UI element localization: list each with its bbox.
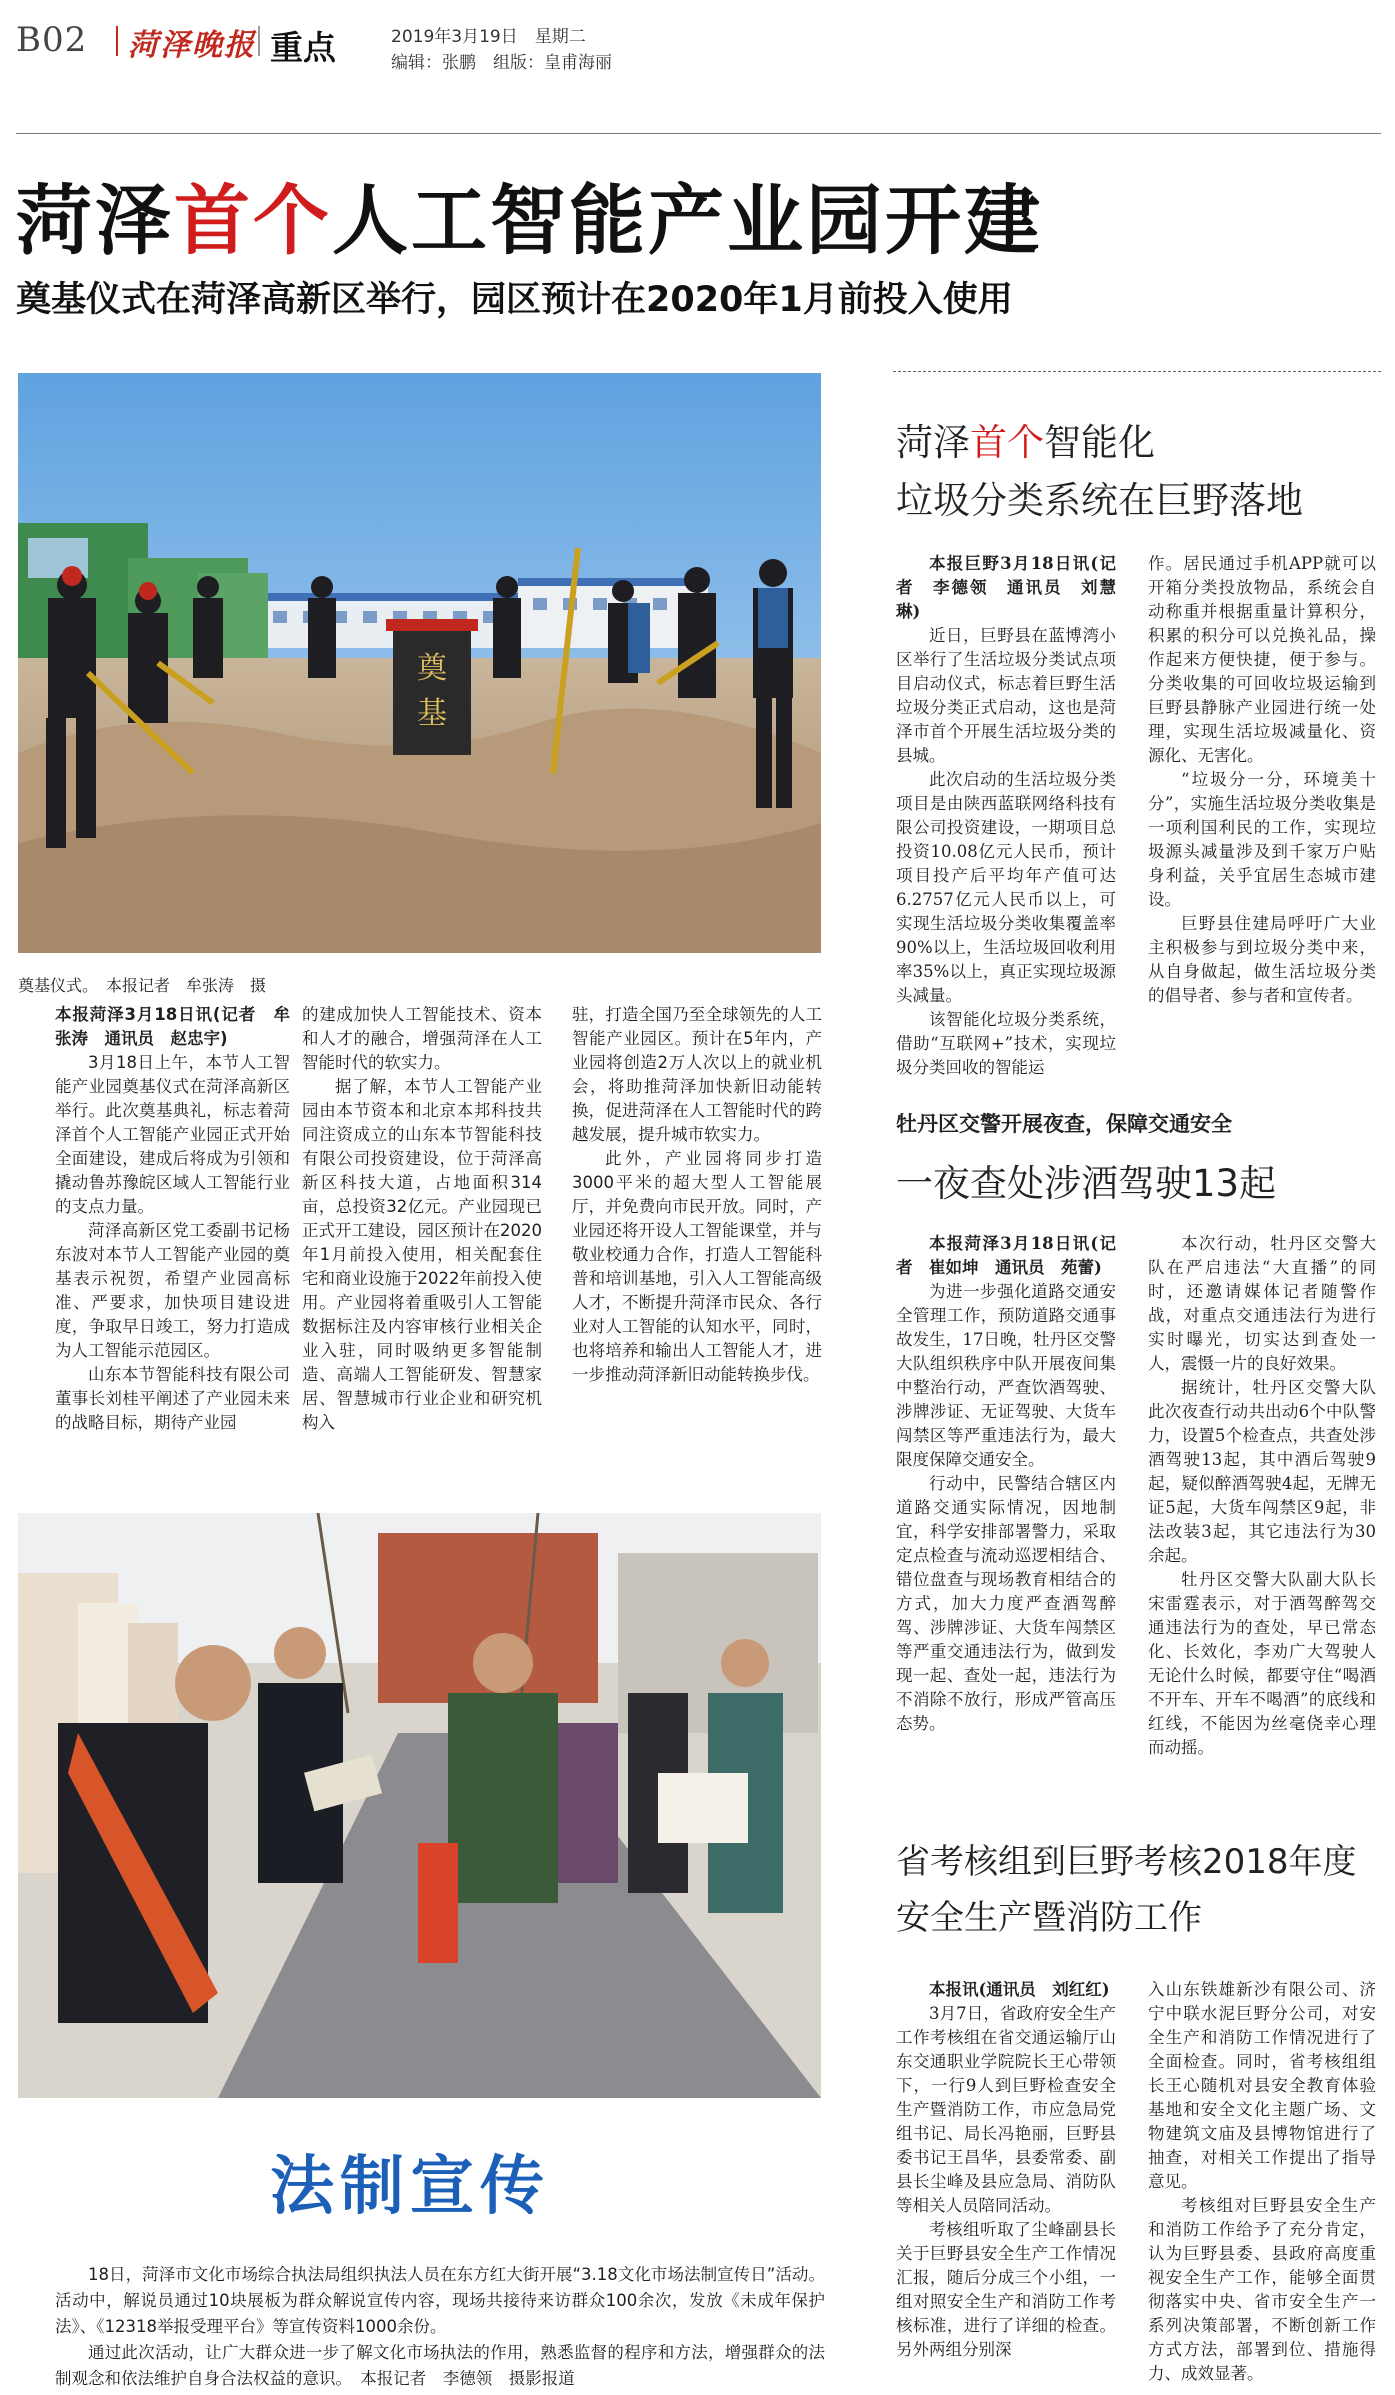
masthead-divider bbox=[258, 26, 260, 56]
groundbreaking-illustration bbox=[18, 373, 821, 953]
article-paragraph: “垃圾分一分，环境美十分”，实施生活垃圾分类收集是一项利国利民的工作，实现垃圾源头减量涉及到千家万户贴身利益，关乎宜居生态城市建设。 bbox=[1148, 770, 1376, 909]
article-paragraph: 考核组对巨野县安全生产和消防工作给予了充分肯定，认为巨野县委、县政府高度重视安全生产工作，能够全面贯彻落实中央、省市安全生产一系列决策部署，不断创新工作方式方法，部署到位、措施得力、成效显著。 bbox=[1148, 2196, 1376, 2383]
article-paragraph: 巨野县住建局呼吁广大业主积极参与到垃圾分类中来，从自身做起，做生活垃圾分类的倡导者、参与者和宣传者。 bbox=[1148, 914, 1376, 1005]
garbage-title-line2: 垃圾分类系统在巨野落地 bbox=[896, 479, 1303, 522]
traffic-subtitle: 牡丹区交警开展夜查，保障交通安全 bbox=[896, 1112, 1232, 1136]
article-paragraph: 为进一步强化道路交通安全管理工作，预防道路交通事故发生，17日晚，牡丹区交警大队组织秩序中队开展夜间集中整治行动，严查饮酒驾驶、涉牌涉证、无证驾驶、大货车闯禁区等严重违法行为，最大限度保障交通安全。 bbox=[896, 1282, 1116, 1469]
traffic-article-col-2 bbox=[1148, 1232, 1376, 1760]
editor-credit: 编辑：张鹏 组版：皇甫海丽 bbox=[391, 53, 612, 73]
masthead-divider bbox=[116, 26, 118, 56]
legal-campaign-illustration bbox=[18, 1513, 821, 2098]
article-paragraph: 此次启动的生活垃圾分类项目是由陕西蓝联网络科技有限公司投资建设，一期项目总投资10.08亿元人民币，预计项目投产后平均年产值可达6.2757亿元人民币以上，可实现生活垃圾分类收集覆盖率90%以上，生活垃圾回收利用率35%以上，真正实现垃圾源头减量。 bbox=[896, 770, 1116, 1005]
safety-title-line2: 安全生产暨消防工作 bbox=[896, 1898, 1202, 1938]
article-paragraph: 驻，打造全国乃至全球领先的人工智能产业园区。预计在5年内，产业园将创造2万人次以上的就业机会，将助推菏泽加快新旧动能转换，促进菏泽在人工智能时代的跨越发展，提升城市软实力。 bbox=[572, 1005, 822, 1144]
article-paragraph: 该智能化垃圾分类系统，借助“互联网+”技术，实现垃圾分类回收的智能运 bbox=[896, 1010, 1116, 1077]
traffic-title: 一夜查处涉酒驾驶13起 bbox=[896, 1162, 1277, 1205]
article-paragraph: 本次行动，牡丹区交警大队在严启违法“大直播”的同时，还邀请媒体记者随警作战，对重点交通违法行为进行实时曝光，切实达到查处一人，震慑一片的良好效果。 bbox=[1148, 1234, 1376, 1373]
garbage-article-col-2 bbox=[1148, 552, 1376, 1008]
garbage-title-line1: 菏泽首个智能化 bbox=[896, 421, 1155, 464]
safety-article-col-1 bbox=[896, 1978, 1116, 2362]
section-name: 重点 bbox=[270, 28, 336, 67]
article-paragraph: 的建成加快人工智能技术、资本和人才的融合，增强菏泽在人工智能时代的软实力。 bbox=[302, 1005, 542, 1072]
article-paragraph: 菏泽高新区党工委副书记杨东波对本节人工智能产业园的奠基表示祝贺，希望产业园高标准、严要求，加快项目建设进度，争取早日竣工，努力打造成为人工智能示范园区。 bbox=[55, 1221, 290, 1360]
garbage-article-col-1 bbox=[896, 552, 1116, 1080]
photo-caption: 奠基仪式。 本报记者 牟张涛 摄 bbox=[18, 976, 267, 995]
article-lead: 本报巨野3月18日讯(记者 李德领 通讯员 刘慧琳) bbox=[896, 554, 1116, 621]
page-number: B02 bbox=[16, 20, 88, 60]
article-paragraph: 近日，巨野县在蓝博湾小区举行了生活垃圾分类试点项目启动仪式，标志着巨野生活垃圾分类正式启动，这也是菏泽市首个开展生活垃圾分类的县城。 bbox=[896, 626, 1116, 765]
article-paragraph: 考核组听取了尘峰副县长关于巨野县安全生产工作情况汇报，随后分成三个小组，一组对照安全生产和消防工作考核标准，进行了详细的检查。另外两组分别深 bbox=[896, 2220, 1116, 2359]
right-column-rule bbox=[893, 371, 1381, 372]
stone-char-2: 基 bbox=[417, 696, 447, 731]
legal-campaign-title: 法制宣传 bbox=[270, 2150, 550, 2224]
safety-article-col-2 bbox=[1148, 1978, 1376, 2386]
article-paragraph: 据统计，牡丹区交警大队此次夜查行动共出动6个中队警力，设置5个检查点，共查处涉酒驾驶13起，其中酒后驾驶9起，疑似醉酒驾驶4起，无牌无证5起，大货车闯禁区9起，非法改装3起，其它违法行为30余起。 bbox=[1148, 1378, 1376, 1565]
article-paragraph: 3月7日，省政府安全生产工作考核组在省交通运输厅山东交通职业学院院长王心带领下，一行9人到巨野检查安全生产暨消防工作，市应急局党组书记、局长冯艳丽，巨野县委书记王昌华，县委常委、副县长尘峰及县应急局、消防队等相关人员陪同活动。 bbox=[896, 2004, 1116, 2215]
article-paragraph: 3月18日上午，本节人工智能产业园奠基仪式在菏泽高新区举行。此次奠基典礼，标志着菏泽首个人工智能产业园正式开始全面建设，建成后将成为引领和撬动鲁苏豫皖区域人工智能行业的支点力量。 bbox=[55, 1053, 290, 1216]
article-paragraph: 山东本节智能科技有限公司董事长刘桂平阐述了产业园未来的战略目标，期待产业园 bbox=[55, 1365, 290, 1432]
article-paragraph: 作。居民通过手机APP就可以开箱分类投放物品，系统会自动称重并根据重量计算积分，积累的积分可以兑换礼品，操作起来方便快捷，便于参与。分类收集的可回收垃圾运输到巨野县静脉产业园进行统一处理，实现生活垃圾减量化、资源化、无害化。 bbox=[1148, 554, 1376, 765]
article-paragraph: 行动中，民警结合辖区内道路交通实际情况，因地制宜，科学安排部署警力，采取定点检查与流动巡逻相结合、错位盘查与现场教育相结合的方式，加大力度严查酒驾醉驾、涉牌涉证、大货车闯禁区等严重交通违法行为，做到发现一起、查处一起，违法行为不消除不放行，形成严管高压态势。 bbox=[896, 1474, 1116, 1733]
article-paragraph: 此外，产业园将同步打造3000平米的超大型人工智能展厅，并免费向市民开放。同时，产业园还将开设人工智能课堂，并与敬业校通力合作，打造人工智能科普和培训基地，引入人工智能高级人才，不断提升菏泽市民众、各行业对人工智能的认知水平，同时，也将培养和输出人工智能人才，进一步推动菏泽新旧动能转换步伐。 bbox=[572, 1149, 822, 1384]
article-lead: 本报菏泽3月18日讯(记者 牟张涛 通讯员 赵忠宇) bbox=[55, 1005, 290, 1048]
legal-campaign-body bbox=[55, 2262, 825, 2392]
main-subheadline: 奠基仪式在菏泽高新区举行，园区预计在2020年1月前投入使用 bbox=[16, 280, 1013, 320]
ai-article-col-2 bbox=[302, 1003, 542, 1435]
ai-article-col-1 bbox=[55, 1003, 290, 1435]
article-paragraph: 18日，菏泽市文化市场综合执法局组织执法人员在东方红大街开展“3.18文化市场法制宣传日”活动。活动中，解说员通过10块展板为群众解说宣传内容，现场共接待来访群众100余次，发放《未成年保护法》、《12318举报受理平台》等宣传资料1000余份。 bbox=[55, 2265, 825, 2336]
main-headline: 菏泽首个人工智能产业园开建 bbox=[16, 176, 1043, 265]
article-lead: 本报讯(通讯员 刘红红) bbox=[929, 1980, 1110, 1999]
ai-article-col-3 bbox=[572, 1003, 822, 1387]
article-paragraph: 牡丹区交警大队副大队长宋雷霆表示，对于酒驾醉驾交通违法行为的查处，早已常态化、长效化，李劝广大驾驶人无论什么时候，都要守住“喝酒不开车、开车不喝酒”的底线和红线，不能因为丝毫侥幸心理而动摇。 bbox=[1148, 1570, 1376, 1757]
masthead-rule bbox=[16, 133, 1381, 134]
groundbreaking-photo bbox=[18, 373, 821, 953]
issue-date: 2019年3月19日 星期二 bbox=[391, 27, 586, 47]
legal-campaign-photo bbox=[18, 1513, 821, 2098]
masthead bbox=[16, 18, 1381, 78]
traffic-article-col-1 bbox=[896, 1232, 1116, 1736]
article-lead: 本报菏泽3月18日讯(记者 崔如坤 通讯员 苑蕾) bbox=[896, 1234, 1116, 1277]
newspaper-logo: 菏泽晚报 bbox=[128, 28, 256, 63]
safety-title-line1: 省考核组到巨野考核2018年度 bbox=[896, 1842, 1357, 1882]
article-paragraph: 入山东铁雄新沙有限公司、济宁中联水泥巨野分公司，对安全生产和消防工作情况进行了全面检查。同时，省考核组组长王心随机对县安全教育体验基地和安全文化主题广场、文物建筑文庙及县博物馆进行了抽查，对相关工作提出了指导意见。 bbox=[1148, 1980, 1376, 2191]
article-paragraph: 通过此次活动，让广大群众进一步了解文化市场执法的作用，熟悉监督的程序和方法，增强群众的法制观念和依法维护自身合法权益的意识。 本报记者 李德领 摄影报道 bbox=[55, 2343, 825, 2388]
stone-char-1: 奠 bbox=[417, 651, 447, 686]
article-paragraph: 据了解，本节人工智能产业园由本节资本和北京本邦科技共同注资成立的山东本节智能科技有限公司投资建设，位于菏泽高新区科技大道，占地面积314亩，总投资32亿元。产业园现已正式开工建设，园区预计在2020年1月前投入使用，相关配套住宅和商业设施于2022年前投入使用。产业园将着重吸引人工智能数据标注及内容审核行业相关企业入驻，同时吸纳更多智能制造、高端人工智能研发、智慧家居、智慧城市行业企业和研究机构入 bbox=[302, 1077, 542, 1432]
